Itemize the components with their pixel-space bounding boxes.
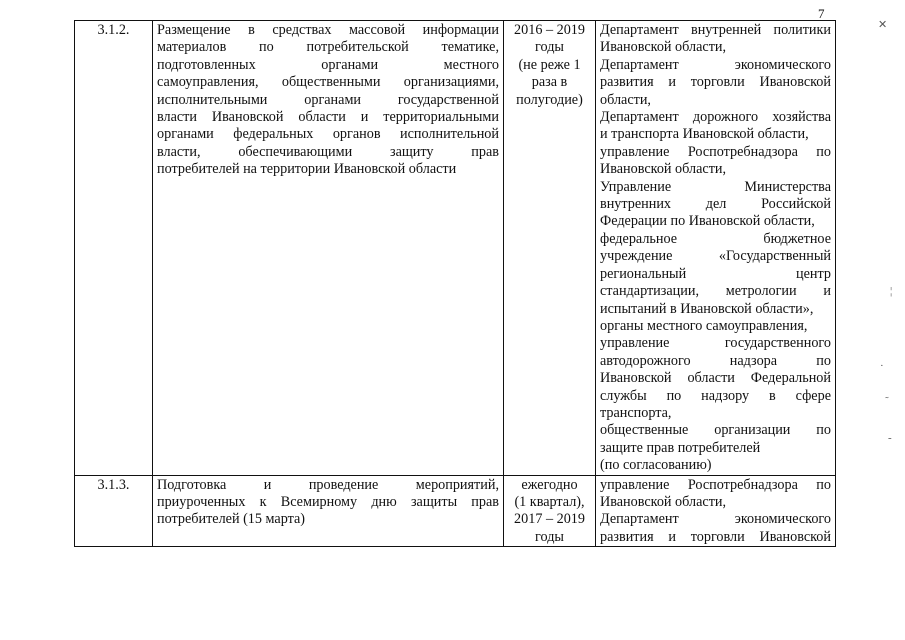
term-line: (не реже 1 [518, 56, 581, 73]
event-description-cell [153, 21, 504, 476]
item-number: 3.1.3. [97, 476, 130, 493]
scan-mark-icon: · [880, 360, 884, 372]
event-description-cell [153, 475, 504, 547]
executor-line: учреждение «Государственный [600, 248, 831, 265]
event-line: подготовленных органами местного [157, 56, 499, 73]
event-line: власти Ивановской области и территориальными [157, 109, 499, 126]
event-line: Подготовка и проведение мероприятий, [157, 476, 499, 493]
term-line: раза в [531, 74, 568, 91]
executor-line: транспорта, [600, 404, 672, 421]
item-number-cell [75, 21, 153, 476]
event-line: органами федеральных органов исполнительной [157, 126, 499, 143]
scan-mark-icon: - [888, 432, 892, 444]
item-number-cell [75, 475, 153, 547]
executor-line: защите прав потребителей [600, 439, 761, 456]
executor-line: службы по надзору в сфере [600, 387, 831, 404]
executor-line: Департамент внутренней политики [600, 22, 831, 38]
event-line: Размещение в средствах массовой информации [157, 22, 499, 38]
executor-line: региональный центр [600, 265, 831, 282]
scan-mark-icon: ✕ [878, 19, 888, 31]
executor-line: управление Роспотребнадзора по [600, 476, 831, 493]
executor-line: Департамент дорожного хозяйства [600, 109, 831, 126]
event-line: потребителей на территории Ивановской области [157, 161, 457, 178]
executors-cell [596, 21, 836, 476]
term-line: 2016 – 2019 [514, 22, 585, 38]
term-line: (1 квартал), [514, 493, 585, 510]
executor-line: Управление Министерства [600, 178, 831, 195]
table-row [75, 21, 836, 476]
executor-line: стандартизации, метрологии и [600, 283, 831, 300]
executor-line: федеральное бюджетное [600, 230, 831, 247]
scan-mark-icon: ¦ [890, 285, 893, 297]
term-cell [504, 475, 596, 547]
scan-mark-icon: ˜ [885, 395, 889, 407]
table-row [75, 475, 836, 547]
executor-line: Ивановской области Федеральной [600, 370, 831, 387]
executor-line: внутренних дел Российской [600, 196, 831, 213]
term-line: 2017 – 2019 [514, 511, 585, 528]
executor-line: (по согласованию) [600, 457, 712, 474]
executor-line: области, [600, 91, 651, 108]
event-line: исполнительными органами государственной [157, 91, 499, 108]
events-table [74, 20, 836, 547]
executor-line: Департамент экономического [600, 56, 831, 73]
event-line: самоуправления, общественными организациями, [157, 74, 499, 91]
executor-line: органы местного самоуправления, [600, 317, 808, 334]
term-line: годы [535, 528, 564, 545]
executor-line: испытаний в Ивановской области», [600, 300, 814, 317]
executor-line: общественные организации по [600, 422, 831, 439]
executor-line: Департамент экономического [600, 511, 831, 528]
term-cell [504, 21, 596, 476]
event-line: потребителей (15 марта) [157, 511, 306, 528]
executor-line: управление Роспотребнадзора по [600, 143, 831, 160]
executors-cell [596, 475, 836, 547]
executor-line: управление государственного [600, 335, 831, 352]
term-line: ежегодно [521, 476, 578, 493]
executor-line: Федерации по Ивановской области, [600, 213, 815, 230]
executor-line: развития и торговли Ивановской [600, 528, 831, 545]
executor-line: автодорожного надзора по [600, 352, 831, 369]
executor-line: Ивановской области, [600, 493, 727, 510]
event-line: власти, обеспечивающими защиту прав [157, 143, 499, 160]
item-number: 3.1.2. [97, 22, 130, 38]
event-line: материалов по потребительской тематике, [157, 39, 499, 56]
event-line: приуроченных к Всемирному дню защиты прав [157, 493, 499, 510]
term-line: годы [535, 39, 564, 56]
executor-line: развития и торговли Ивановской [600, 74, 831, 91]
executor-line: Ивановской области, [600, 161, 727, 178]
term-line: полугодие) [516, 91, 583, 108]
page-number: 7 [818, 6, 825, 21]
executor-line: Ивановской области, [600, 39, 727, 56]
executor-line: и транспорта Ивановской области, [600, 126, 809, 143]
